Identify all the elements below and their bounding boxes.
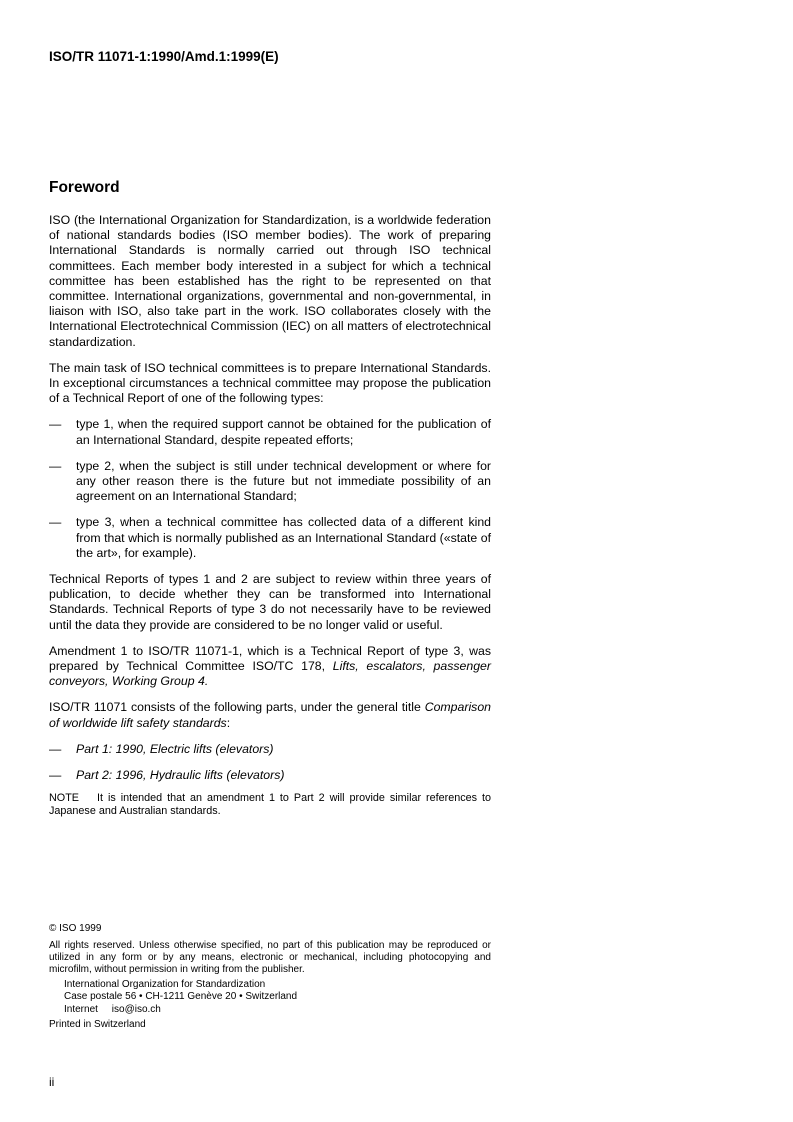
list-item-text: Part 1: 1990, Electric lifts (elevators) [76,741,274,756]
list-item-text: type 1, when the required support cannot be obtained for the publication of an International Standard, despite repeated efforts; [76,417,491,447]
org-name: International Organization for Standardization [64,979,266,991]
dash-mark: — [49,768,62,783]
paragraph-main-task: The main task of ISO technical committees is to prepare International Standards. In exceptional circumstances a technical committee may propose the publication of a Technical Report of one of the following types: [49,360,491,406]
list-item-text: Part 2: 1996, Hydraulic lifts (elevators) [76,768,285,783]
internet-address: Internet iso@iso.ch [64,1003,161,1015]
dash-mark: — [49,417,62,432]
list-item-type-3 [49,515,491,561]
page-number: ii [49,1075,55,1089]
rights-text: All rights reserved. Unless otherwise specified, no part of this publication may be reproduced or utilized in any form or by any means, electronic or mechanical, including photocopying and microfilm, without permission in writing from the publisher. [49,940,491,976]
copyright-line: © ISO 1999 [49,923,102,934]
paragraph-amendment [49,644,491,690]
parts-intro-end: : [226,715,231,730]
dash-mark: — [49,515,62,530]
foreword-body [49,213,491,818]
dash-mark: — [49,741,62,756]
amendment-text: Amendment 1 to ISO/TR 11071-1, which is a Technical Report of type 3, was prepared by Technical Committee ISO/TC 178, [49,643,491,674]
list-item-part-2 [49,768,491,783]
list-item-type-1 [49,417,491,447]
list-item-part-1 [49,742,491,757]
parts-intro-text: ISO/TR 11071 consists of the following parts, under the general title [49,700,425,715]
document-id: ISO/TR 11071-1:1990/Amd.1:1999(E) [49,49,279,64]
dash-mark: — [49,458,62,473]
list-item-text: type 2, when the subject is still under technical development or where for any other reason there is the future but not immediate possibility of an agreement on an International Standard; [76,458,491,504]
note-label: NOTE [49,792,79,805]
list-item-type-2 [49,459,491,505]
paragraph-review: Technical Reports of types 1 and 2 are subject to review within three years of publication, to decide whether they can be transformed into International Standards. Technical Reports of type 3 do not necessarily have to be reviewed until the data they provide are considered to be no longer valid or useful. [49,572,491,632]
general-title: Comparison of worldwide lift safety standards [49,700,491,730]
postal-address: Case postale 56 • CH-1211 Genève 20 • Switzerland [64,991,298,1003]
paragraph-iso-intro: ISO (the International Organization for Standardization, is a worldwide federation of national standards bodies (ISO member bodies). The work of preparing International Standards is normally carried out through ISO technical committees. Each member body interested in a subject for which a technical committee has been established has the right to be represented on that committee. International organizations, governmental and non-governmental, in liaison with ISO, also take part in the work. ISO collaborates closely with the International Electrotechnical Commission (IEC) on all matters of electrotechnical standardization. [49,213,491,349]
paragraph-parts [49,700,491,730]
committee-name: Lifts, escalators, passenger conveyors, Working Group 4. [49,659,491,689]
note-text: It is intended that an amendment 1 to Part 2 will provide similar references to Japanese and Australian standards. [49,792,491,818]
copyright-block [49,923,491,1031]
printed-in: Printed in Switzerland [49,1018,146,1030]
list-item-text: type 3, when a technical committee has collected data of a different kind from that which is normally published as an International Standard («state of the art», for example). [76,515,491,560]
note [49,792,491,818]
page-title: Foreword [49,179,120,196]
